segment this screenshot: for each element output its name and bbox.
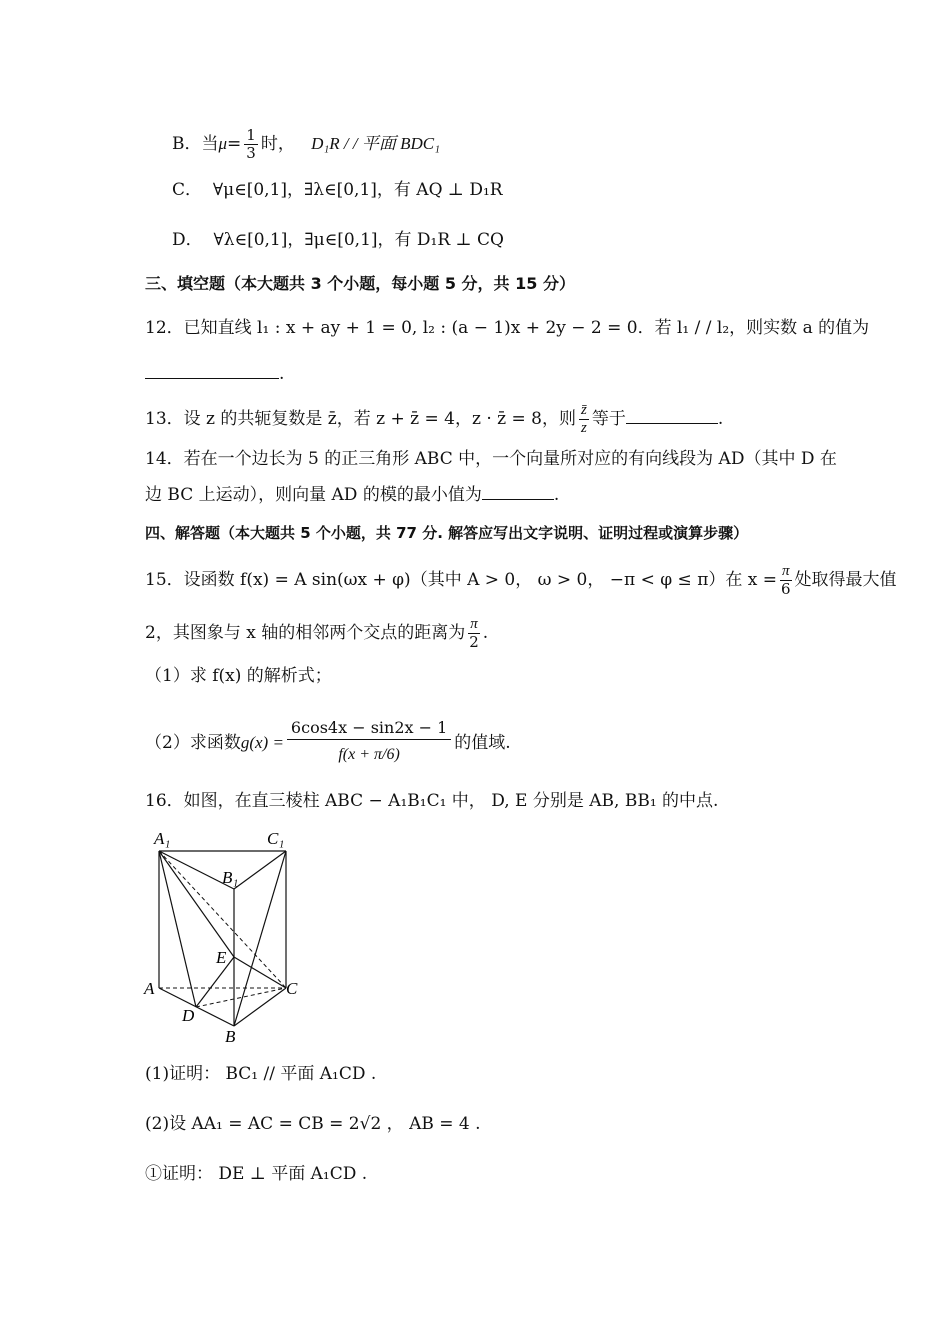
fraction-one-third	[244, 127, 258, 162]
answer-blank	[145, 364, 279, 379]
prism-figure	[140, 826, 310, 1048]
question-14-text: 边 BC 上运动），则向量 AD 的模的最小值为	[145, 485, 482, 505]
g-fraction	[287, 717, 451, 770]
edge-a1-d	[159, 851, 196, 1007]
option-b-statement: D₁R / / 平面 BDC₁	[311, 134, 440, 153]
fraction-zbar-over-z	[579, 402, 589, 437]
question-15-line-2	[145, 616, 488, 651]
period: .	[717, 409, 724, 429]
fraction-numerator: 1	[246, 126, 256, 144]
option-c-label: C．	[172, 180, 203, 200]
question-12-text: 12．已知直线 l₁ : x + ay + 1 = 0, l₂ : (a − 1)x + 2y − 2 = 0．若 l₁ / / l₂，则实数 a 的值为	[145, 318, 870, 338]
label-a1: A₁	[154, 829, 171, 848]
question-16-part-2: (2)设 AA₁ = AC = CB = 2√2 ， AB = 4 .	[145, 1114, 481, 1134]
label-d: D	[182, 1006, 195, 1025]
question-15-text-2: 2，其图象与 x 轴的相邻两个交点的距离为	[145, 623, 466, 643]
label-a: A	[144, 979, 155, 998]
label-c1: C₁	[267, 829, 285, 848]
q11-option-d	[172, 228, 504, 252]
equals-sign: =	[227, 134, 242, 154]
edge-d-e	[196, 957, 234, 1007]
fraction-denominator: 6	[781, 580, 791, 598]
question-16-part-1: (1)证明： BC₁ // 平面 A₁CD .	[145, 1064, 377, 1084]
option-b-after: 时，	[260, 134, 295, 154]
question-16-part-2-1: ①证明： DE ⊥ 平面 A₁CD .	[145, 1164, 368, 1184]
fraction-denominator: 2	[469, 633, 479, 651]
option-b-label: B．当	[172, 134, 219, 154]
question-14-line-2	[145, 483, 559, 507]
question-13-text: 13．设 z 的共轭复数是 z̄，若 z + z̄ = 4，z · z̄ = 8，则	[145, 409, 576, 429]
question-15-line-1	[145, 563, 897, 598]
fraction-numerator: 6cos4x − sin2x − 1	[287, 717, 451, 740]
question-15-part-1: （1）求 f(x) 的解析式；	[145, 666, 332, 686]
option-d-label: D．	[172, 230, 203, 250]
period: .	[279, 364, 285, 384]
option-c-statement: ∀μ∈[0,1]，∃λ∈[0,1]，有 AQ ⊥ D₁R	[212, 180, 503, 200]
fraction-pi-over-6	[780, 563, 792, 598]
fraction-denominator: z	[580, 420, 587, 436]
question-13-after: 等于	[591, 409, 626, 429]
question-12	[145, 316, 869, 340]
edge-a1-e	[159, 851, 234, 957]
period: .	[553, 485, 560, 505]
part-2-end: 的值域.	[454, 733, 511, 753]
section-3-heading: 三、填空题（本大题共 3 个小题，每小题 5 分，共 15 分）	[145, 274, 575, 293]
edge-e-c	[234, 957, 286, 988]
label-c: C	[286, 979, 298, 998]
question-16: 16．如图，在直三棱柱 ABC − A₁B₁C₁ 中， D, E 分别是 AB, BB₁ 的中点.	[145, 791, 719, 811]
question-13	[145, 402, 723, 437]
label-e: E	[216, 948, 227, 967]
fraction-numerator: π	[782, 563, 790, 579]
question-15-part-2	[145, 717, 511, 770]
section-4-heading: 四、解答题（本大题共 5 个小题，共 77 分. 解答应写出文字说明、证明过程或演算步骤）	[145, 524, 749, 542]
label-b: B	[225, 1027, 236, 1046]
g-function: g(x) =	[240, 733, 284, 752]
edge-b1-c1	[234, 851, 286, 889]
fraction-denominator: f(x + π/6)	[338, 746, 400, 763]
part-2-label: （2）求函数	[145, 733, 241, 753]
q11-option-c	[172, 178, 503, 202]
period: .	[482, 623, 489, 643]
fraction-denominator: 3	[246, 144, 256, 162]
mu-symbol: μ	[218, 134, 228, 153]
question-14-line-1: 14．若在一个边长为 5 的正三角形 ABC 中，一个向量所对应的有向线段为 AD（其中 D 在	[145, 449, 837, 469]
edge-c1-b	[234, 851, 286, 1026]
fraction-numerator: z̄	[580, 402, 587, 418]
q11-option-b	[172, 127, 440, 162]
fraction-numerator: π	[470, 616, 478, 632]
answer-blank	[626, 409, 718, 424]
question-15-text: 15．设函数 f(x) = A sin(ωx + φ)（其中 A > 0， ω > 0， −π < φ ≤ π）在 x =	[145, 570, 778, 590]
question-12-answer-line	[145, 362, 284, 386]
option-d-statement: ∀λ∈[0,1]，∃μ∈[0,1]，有 D₁R ⊥ CQ	[213, 230, 504, 250]
label-b1: B₁	[222, 868, 239, 887]
answer-blank	[482, 485, 554, 500]
question-15-text-end: 处取得最大值	[794, 570, 897, 590]
fraction-pi-over-2	[468, 616, 480, 651]
